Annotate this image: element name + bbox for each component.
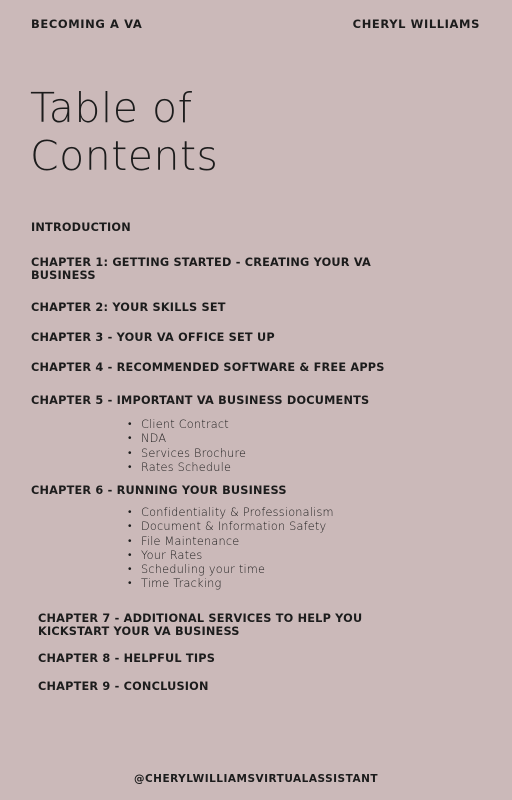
toc-chapter-6: CHAPTER 6 - RUNNING YOUR BUSINESS (31, 484, 287, 497)
toc-chapter-9: CHAPTER 9 - CONCLUSION (38, 680, 209, 693)
toc-chapter-7 (38, 612, 458, 638)
page-title (30, 84, 218, 180)
toc-chapter-1 (31, 256, 451, 282)
list-item: • File Maintenance (128, 535, 334, 549)
list-item: • Client Contract (128, 418, 246, 432)
list-item: • Document & Information Safety (128, 520, 334, 534)
list-item: • Rates Schedule (128, 461, 246, 475)
list-item: • Services Brochure (128, 447, 246, 461)
footer-social-handle: @CHERYLWILLIAMSVIRTUALASSISTANT (133, 773, 379, 785)
toc-chapter-4: CHAPTER 4 - RECOMMENDED SOFTWARE & FREE APPS (31, 361, 385, 374)
chapter-5-subitems (128, 418, 246, 475)
list-item: • Time Tracking (128, 577, 334, 591)
toc-chapter-3: CHAPTER 3 - YOUR VA OFFICE SET UP (31, 331, 275, 344)
title-line-1: Table of (30, 84, 193, 132)
header-author: CHERYL WILLIAMS (352, 17, 480, 31)
header-book-title: BECOMING A VA (31, 17, 143, 31)
list-item: • Your Rates (128, 549, 334, 563)
chapter-7-line-1: CHAPTER 7 - ADDITIONAL SERVICES TO HELP YOU (38, 612, 363, 625)
list-item: • NDA (128, 432, 246, 446)
chapter-6-subitems (128, 506, 334, 592)
toc-chapter-2: CHAPTER 2: YOUR SKILLS SET (31, 301, 226, 314)
list-item: • Confidentiality & Professionalism (128, 506, 334, 520)
chapter-1-line-1: CHAPTER 1: GETTING STARTED - CREATING YOUR VA (31, 256, 371, 269)
list-item: • Scheduling your time (128, 563, 334, 577)
toc-chapter-8: CHAPTER 8 - HELPFUL TIPS (38, 652, 216, 665)
chapter-1-line-2: BUSINESS (31, 269, 96, 282)
toc-chapter-5: CHAPTER 5 - IMPORTANT VA BUSINESS DOCUMENTS (31, 394, 370, 407)
chapter-7-line-2: KICKSTART YOUR VA BUSINESS (38, 625, 240, 638)
title-line-2: Contents (30, 132, 219, 180)
toc-introduction: INTRODUCTION (31, 221, 131, 234)
